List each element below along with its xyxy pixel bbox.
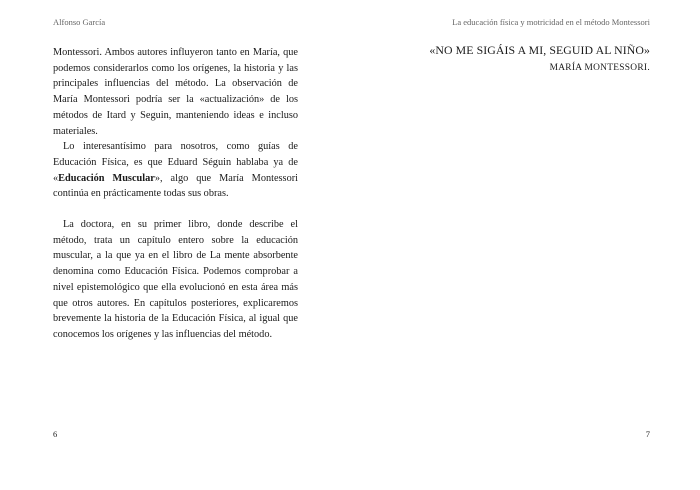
- epigraph-author: MARÍA MONTESSORI.: [549, 63, 650, 73]
- right-page: [350, 0, 700, 490]
- paragraph-2-bold-term: Educación Muscular: [58, 172, 155, 184]
- page-number-right: 7: [645, 429, 650, 439]
- epigraph-quote: «NO ME SIGÁIS A MI, SEGUID AL NIÑO»: [429, 43, 650, 57]
- paragraph-2-start: Lo interesantísimo para nosotros, como guías de Educación Física, es que Eduard Séguin hablaba ya de «: [53, 141, 298, 184]
- page-number-left: 6: [53, 429, 58, 439]
- epigraph: [429, 43, 650, 73]
- left-page-body: [53, 45, 298, 343]
- paragraph-2-end: », algo que María Montessori continúa en prácticamente todas sus obras.: [53, 172, 299, 200]
- paragraph-1: Montessori. Ambos autores influyeron tanto en María, que podemos considerarlos como los orígenes, la historia y las principales influencias del método. La observación de María Montessori podría ser la «actualización» de los métodos de Itard y Seguin, manteniendo ideas e incluso materiales.: [53, 47, 298, 137]
- paragraph-2: [53, 139, 298, 202]
- running-head-title: La educación física y motricidad en el método Montessori: [452, 17, 650, 27]
- paragraph-3: La doctora, en su primer libro, donde describe el método, trata un capítulo entero sobre la educación muscular, a la que ya en el libro de La mente absorbente denomina como Educación Física. Podemos comprobar a nivel epistemológico que ella evolucionó en esta área más que otros autores. En capítulos posteriores, explicaremos brevemente la historia de la Educación Física, al igual que conocemos los orígenes y las influencias del método.: [53, 219, 298, 340]
- running-head-author: Alfonso García: [53, 17, 106, 27]
